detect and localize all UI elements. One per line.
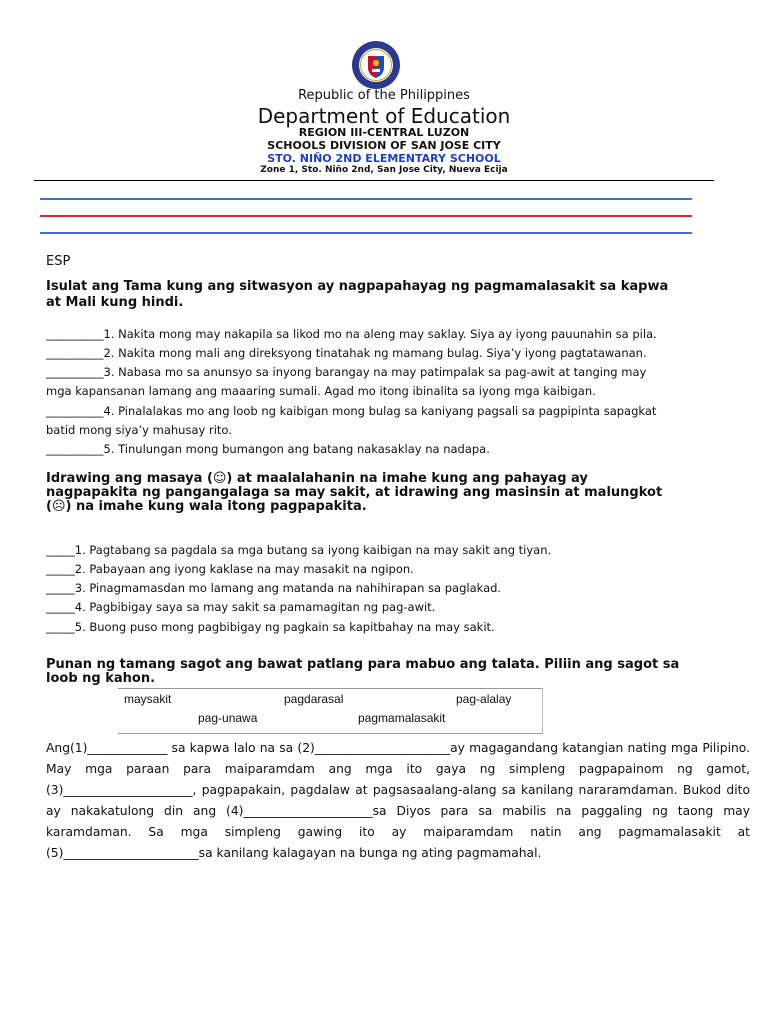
writing-line-top xyxy=(40,198,692,200)
word-bank-choice: maysakit xyxy=(124,692,172,706)
part2-item-1: _____1. Pagtabang sa pagdala sa mga butang sa iyong kaibigan na may sakit ang tiyan. xyxy=(46,543,552,557)
header-divider xyxy=(34,180,714,181)
part1-item-4-cont: batid mong siya’y mahusay rito. xyxy=(46,423,232,437)
deped-seal-icon xyxy=(351,40,401,90)
part1-item-1: __________1. Nakita mong may nakapila sa likod mo na aleng may saklay. Siya ay iyong pauunahin sa pila. xyxy=(46,327,657,341)
republic-heading: Republic of the Philippines xyxy=(298,88,470,103)
word-bank-choice: pag-unawa xyxy=(198,711,258,725)
part2-item-2: _____2. Pabayaan ang iyong kaklase na may masakit na ngipon. xyxy=(46,562,414,576)
word-bank-choice: pagmamalasakit xyxy=(358,711,446,725)
division-heading: SCHOOLS DIVISION OF SAN JOSE CITY xyxy=(267,139,501,152)
part1-item-5: __________5. Tinulungan mong bumangon ang batang nakasaklay na nadapa. xyxy=(46,442,490,456)
word-bank-choice: pagdarasal xyxy=(284,692,344,706)
part1-item-3: __________3. Nabasa mo sa anunsyo sa inyong barangay na may patimpalak sa pag-awit at tanging may xyxy=(46,365,647,379)
writing-line-middle xyxy=(40,215,692,217)
school-name: STO. NIÑO 2ND ELEMENTARY SCHOOL xyxy=(267,152,501,165)
part1-item-2: __________2. Nakita mong mali ang direksyong tinatahak ng mamang bulag. Siya’y iyong pagtatawanan. xyxy=(46,346,647,360)
part2-item-3: _____3. Pinagmamasdan mo lamang ang matanda na nahihirapan sa paglakad. xyxy=(46,581,502,595)
part1-instruction-line1: Isulat ang Tama kung ang sitwasyon ay nagpapahayag ng pagmamalasakit sa kapwa xyxy=(46,279,669,294)
part2-instruction-line1: Idrawing ang masaya (☺) at maalalahanin na imahe kung ang pahayag ay xyxy=(46,471,588,486)
word-bank-choice: pag-alalay xyxy=(456,692,512,706)
part1-instruction-line2: at Mali kung hindi. xyxy=(46,295,184,310)
part2-instruction-line3: (☹) na imahe kung wala itong pagpapakita. xyxy=(46,499,367,514)
part1-item-4: __________4. Pinalalakas mo ang loob ng kaibigan mong bulag sa kaniyang pagsali sa pagpipinta sapagkat xyxy=(46,404,657,418)
writing-line-bottom xyxy=(40,232,692,234)
part3-instruction-line2: loob ng kahon. xyxy=(46,671,156,686)
fill-in-paragraph: Ang(1)_____________ sa kapwa lalo na sa (2)______________________ay magagandang katangian nating mga Pilipino. May mga paraan para maiparamdam ang mga ito gaya ng simpleng pagpapainom ng gamot, (3)_____________________, pagpapakain, pagdalaw at pagsasaalang-alang sa kanilang nararamdaman. Bukod dito ay nakakatulong din ang (4)_____________________sa Diyos para sa mabilis na paggaling ng taong may karamdaman. Sa mga simpleng gawing ito ay maiparamdam natin ang pagmamalasakit at (5)______________________sa kanilang kalagayan na bunga ng ating pagmamahal. xyxy=(46,741,750,860)
part2-item-4: _____4. Pagbibigay saya sa may sakit sa pamamagitan ng pag-awit. xyxy=(46,600,436,614)
region-heading: REGION III-CENTRAL LUZON xyxy=(298,126,470,139)
part2-item-5: _____5. Buong puso mong pagbibigay ng pagkain sa kapitbahay na may sakit. xyxy=(46,620,495,634)
school-address: Zone 1, Sto. Niño 2nd, San Jose City, Nueva Ecija xyxy=(260,165,508,175)
part3-instruction-line1: Punan ng tamang sagot ang bawat patlang para mabuo ang talata. Piliin ang sagot sa xyxy=(46,657,680,672)
part1-item-3-cont: mga kapansanan lamang ang maaaring sumali. Agad mo itong ibinalita sa iyong mga kaibigan. xyxy=(46,384,596,398)
word-bank-box xyxy=(118,688,543,734)
part2-instruction-line2: nagpapakita ng pangangalaga sa may sakit, at idrawing ang masinsin at malungkot xyxy=(46,485,663,500)
department-heading: Department of Education xyxy=(257,104,511,128)
subject-label: ESP xyxy=(46,254,71,269)
